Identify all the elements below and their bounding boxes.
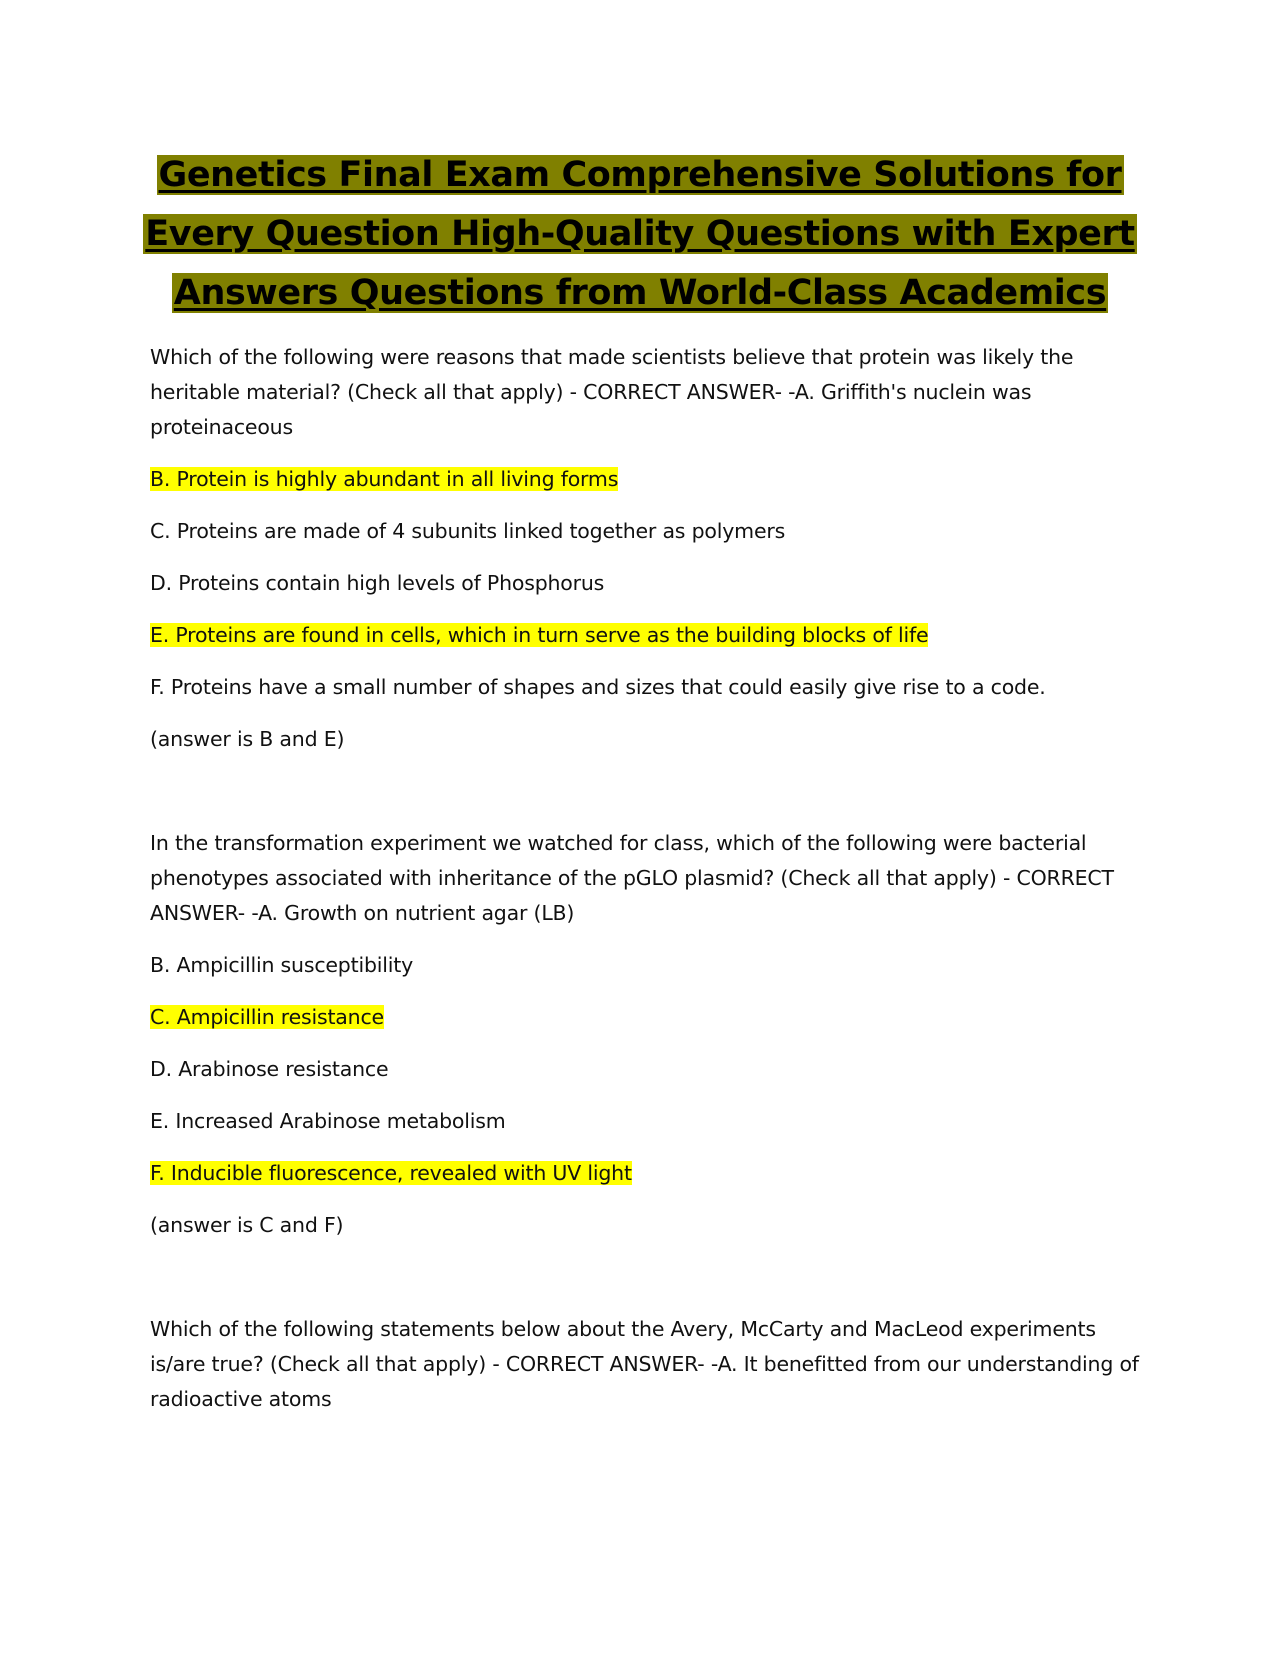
highlighted-answer: B. Protein is highly abundant in all living forms [150, 467, 619, 491]
highlighted-answer: F. Inducible fluorescence, revealed with UV light [150, 1161, 632, 1185]
question-1-option-e [150, 618, 1140, 653]
section-gap [150, 1260, 1140, 1312]
question-1-option-f: F. Proteins have a small number of shapes and sizes that could easily give rise to a code. [150, 675, 1046, 699]
question-1-option-c: C. Proteins are made of 4 subunits linked together as polymers [150, 519, 786, 543]
question-2-option-b: B. Ampicillin susceptibility [150, 953, 414, 977]
title-line-2: Every Question High-Quality Questions with Expert [145, 214, 1135, 254]
question-1-answer-note: (answer is B and E) [150, 727, 345, 751]
question-2-option-c [150, 1000, 1140, 1035]
title-line [140, 205, 1140, 264]
highlighted-answer: C. Ampicillin resistance [150, 1005, 384, 1029]
question-1-option-d: D. Proteins contain high levels of Phosphorus [150, 571, 605, 595]
question-1-option-b [150, 462, 1140, 497]
section-gap [150, 774, 1140, 826]
question-2-text: In the transformation experiment we watched for class, which of the following were bacterial phenotypes associated with inheritance of the pGLO plasmid? (Check all that apply) - CORRECT ANSWER- -A. Growth on nutrient agar (LB) [150, 831, 1114, 925]
question-2-option-e: E. Increased Arabinose metabolism [150, 1109, 506, 1133]
title-line-3: Answers Questions from World-Class Academics [173, 273, 1107, 313]
question-1-text: Which of the following were reasons that made scientists believe that protein was likely the heritable material? (Check all that apply) - CORRECT ANSWER- -A. Griffith's nuclein was proteinaceous [150, 345, 1074, 439]
question-2-option-f [150, 1156, 1140, 1191]
highlighted-answer: E. Proteins are found in cells, which in turn serve as the building blocks of life [150, 623, 929, 647]
document-title [140, 146, 1140, 323]
title-line [140, 146, 1140, 205]
question-2-answer-note: (answer is C and F) [150, 1213, 344, 1237]
title-line-1: Genetics Final Exam Comprehensive Solutions for [158, 155, 1122, 195]
document-body [150, 340, 1140, 1434]
title-line [140, 264, 1140, 323]
question-2-option-d: D. Arabinose resistance [150, 1057, 389, 1081]
question-3-text: Which of the following statements below about the Avery, McCarty and MacLeod experiments is/are true? (Check all that apply) - CORRECT ANSWER- -A. It benefitted from our understanding of radioactive atoms [150, 1317, 1139, 1411]
